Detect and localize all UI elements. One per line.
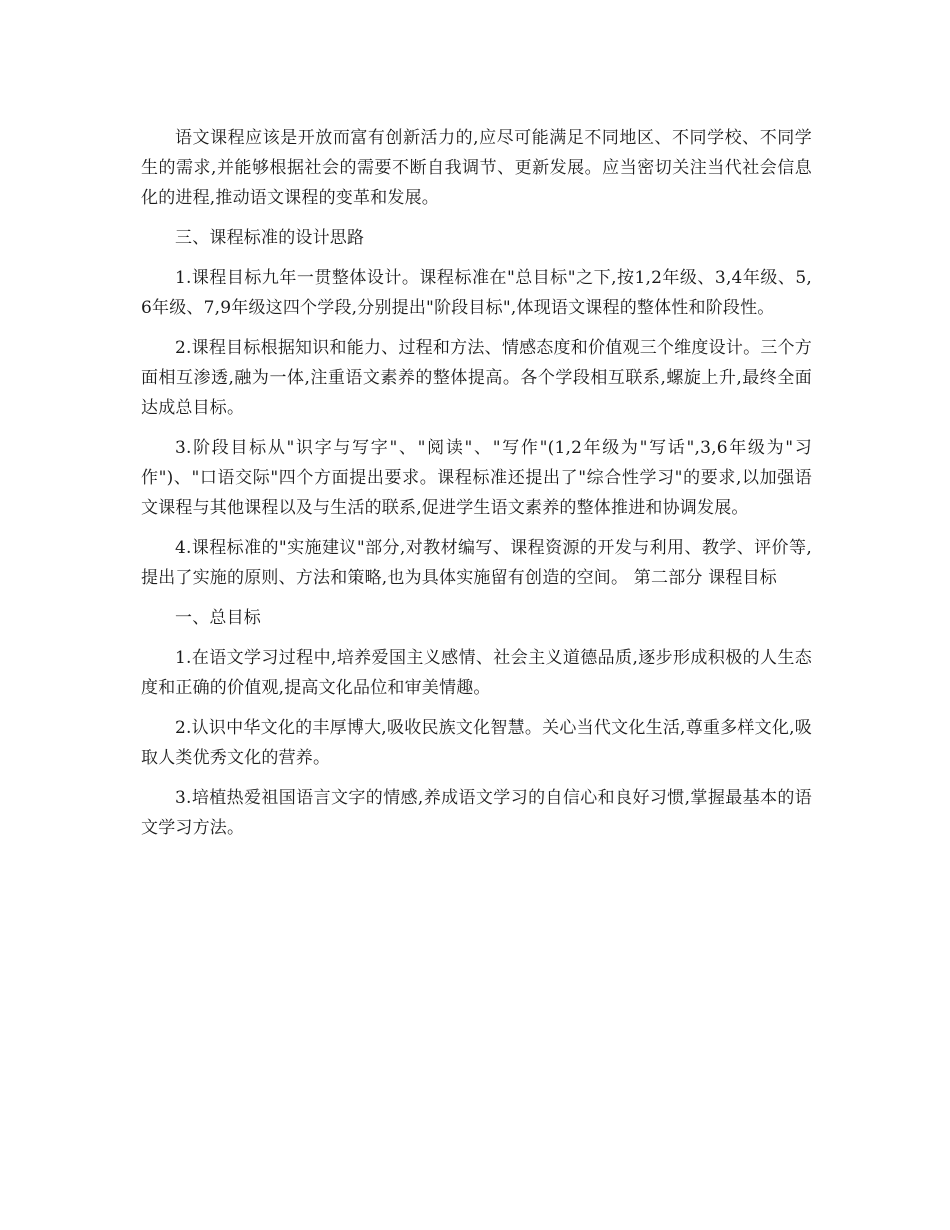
paragraph-goal-3: 3.培植热爱祖国语言文字的情感,养成语文学习的自信心和良好习惯,掌握最基本的语文学习方法。 [141, 788, 812, 838]
paragraph-item-1: 1.课程目标九年一贯整体设计。课程标准在"总目标"之下,按1,2年级、3,4年级、5,6年级、7,9年级这四个学段,分别提出"阶段目标",体现语文课程的整体性和阶段性。 [141, 268, 812, 318]
paragraph-item-4: 4.课程标准的"实施建议"部分,对教材编写、课程资源的开发与利用、教学、评价等,提出了实施的原则、方法和策略,也为具体实施留有创造的空间。 第二部分 课程目标 [141, 538, 812, 588]
paragraph-item-3: 3.阶段目标从"识字与写字"、"阅读"、"写作"(1,2年级为"写话",3,6年级为"习作")、"口语交际"四个方面提出要求。课程标准还提出了"综合性学习"的要求,以加强语文课程与其他课程以及与生活的联系,促进学生语文素养的整体推进和协调发展。 [141, 438, 812, 518]
section-heading-overall-goals: 一、总目标 [175, 608, 261, 628]
paragraph-intro: 语文课程应该是开放而富有创新活力的,应尽可能满足不同地区、不同学校、不同学生的需求,并能够根据社会的需要不断自我调节、更新发展。应当密切关注当代社会信息化的进程,推动语文课程的变革和发展。 [141, 128, 812, 208]
section-heading-design-approach: 三、课程标准的设计思路 [175, 228, 365, 248]
paragraph-goal-1: 1.在语文学习过程中,培养爱国主义感情、社会主义道德品质,逐步形成积极的人生态度和正确的价值观,提高文化品位和审美情趣。 [141, 648, 812, 698]
paragraph-item-2: 2.课程目标根据知识和能力、过程和方法、情感态度和价值观三个维度设计。三个方面相互渗透,融为一体,注重语文素养的整体提高。各个学段相互联系,螺旋上升,最终全面达成总目标。 [141, 338, 812, 418]
paragraph-goal-2: 2.认识中华文化的丰厚博大,吸收民族文化智慧。关心当代文化生活,尊重多样文化,吸取人类优秀文化的营养。 [141, 718, 812, 768]
